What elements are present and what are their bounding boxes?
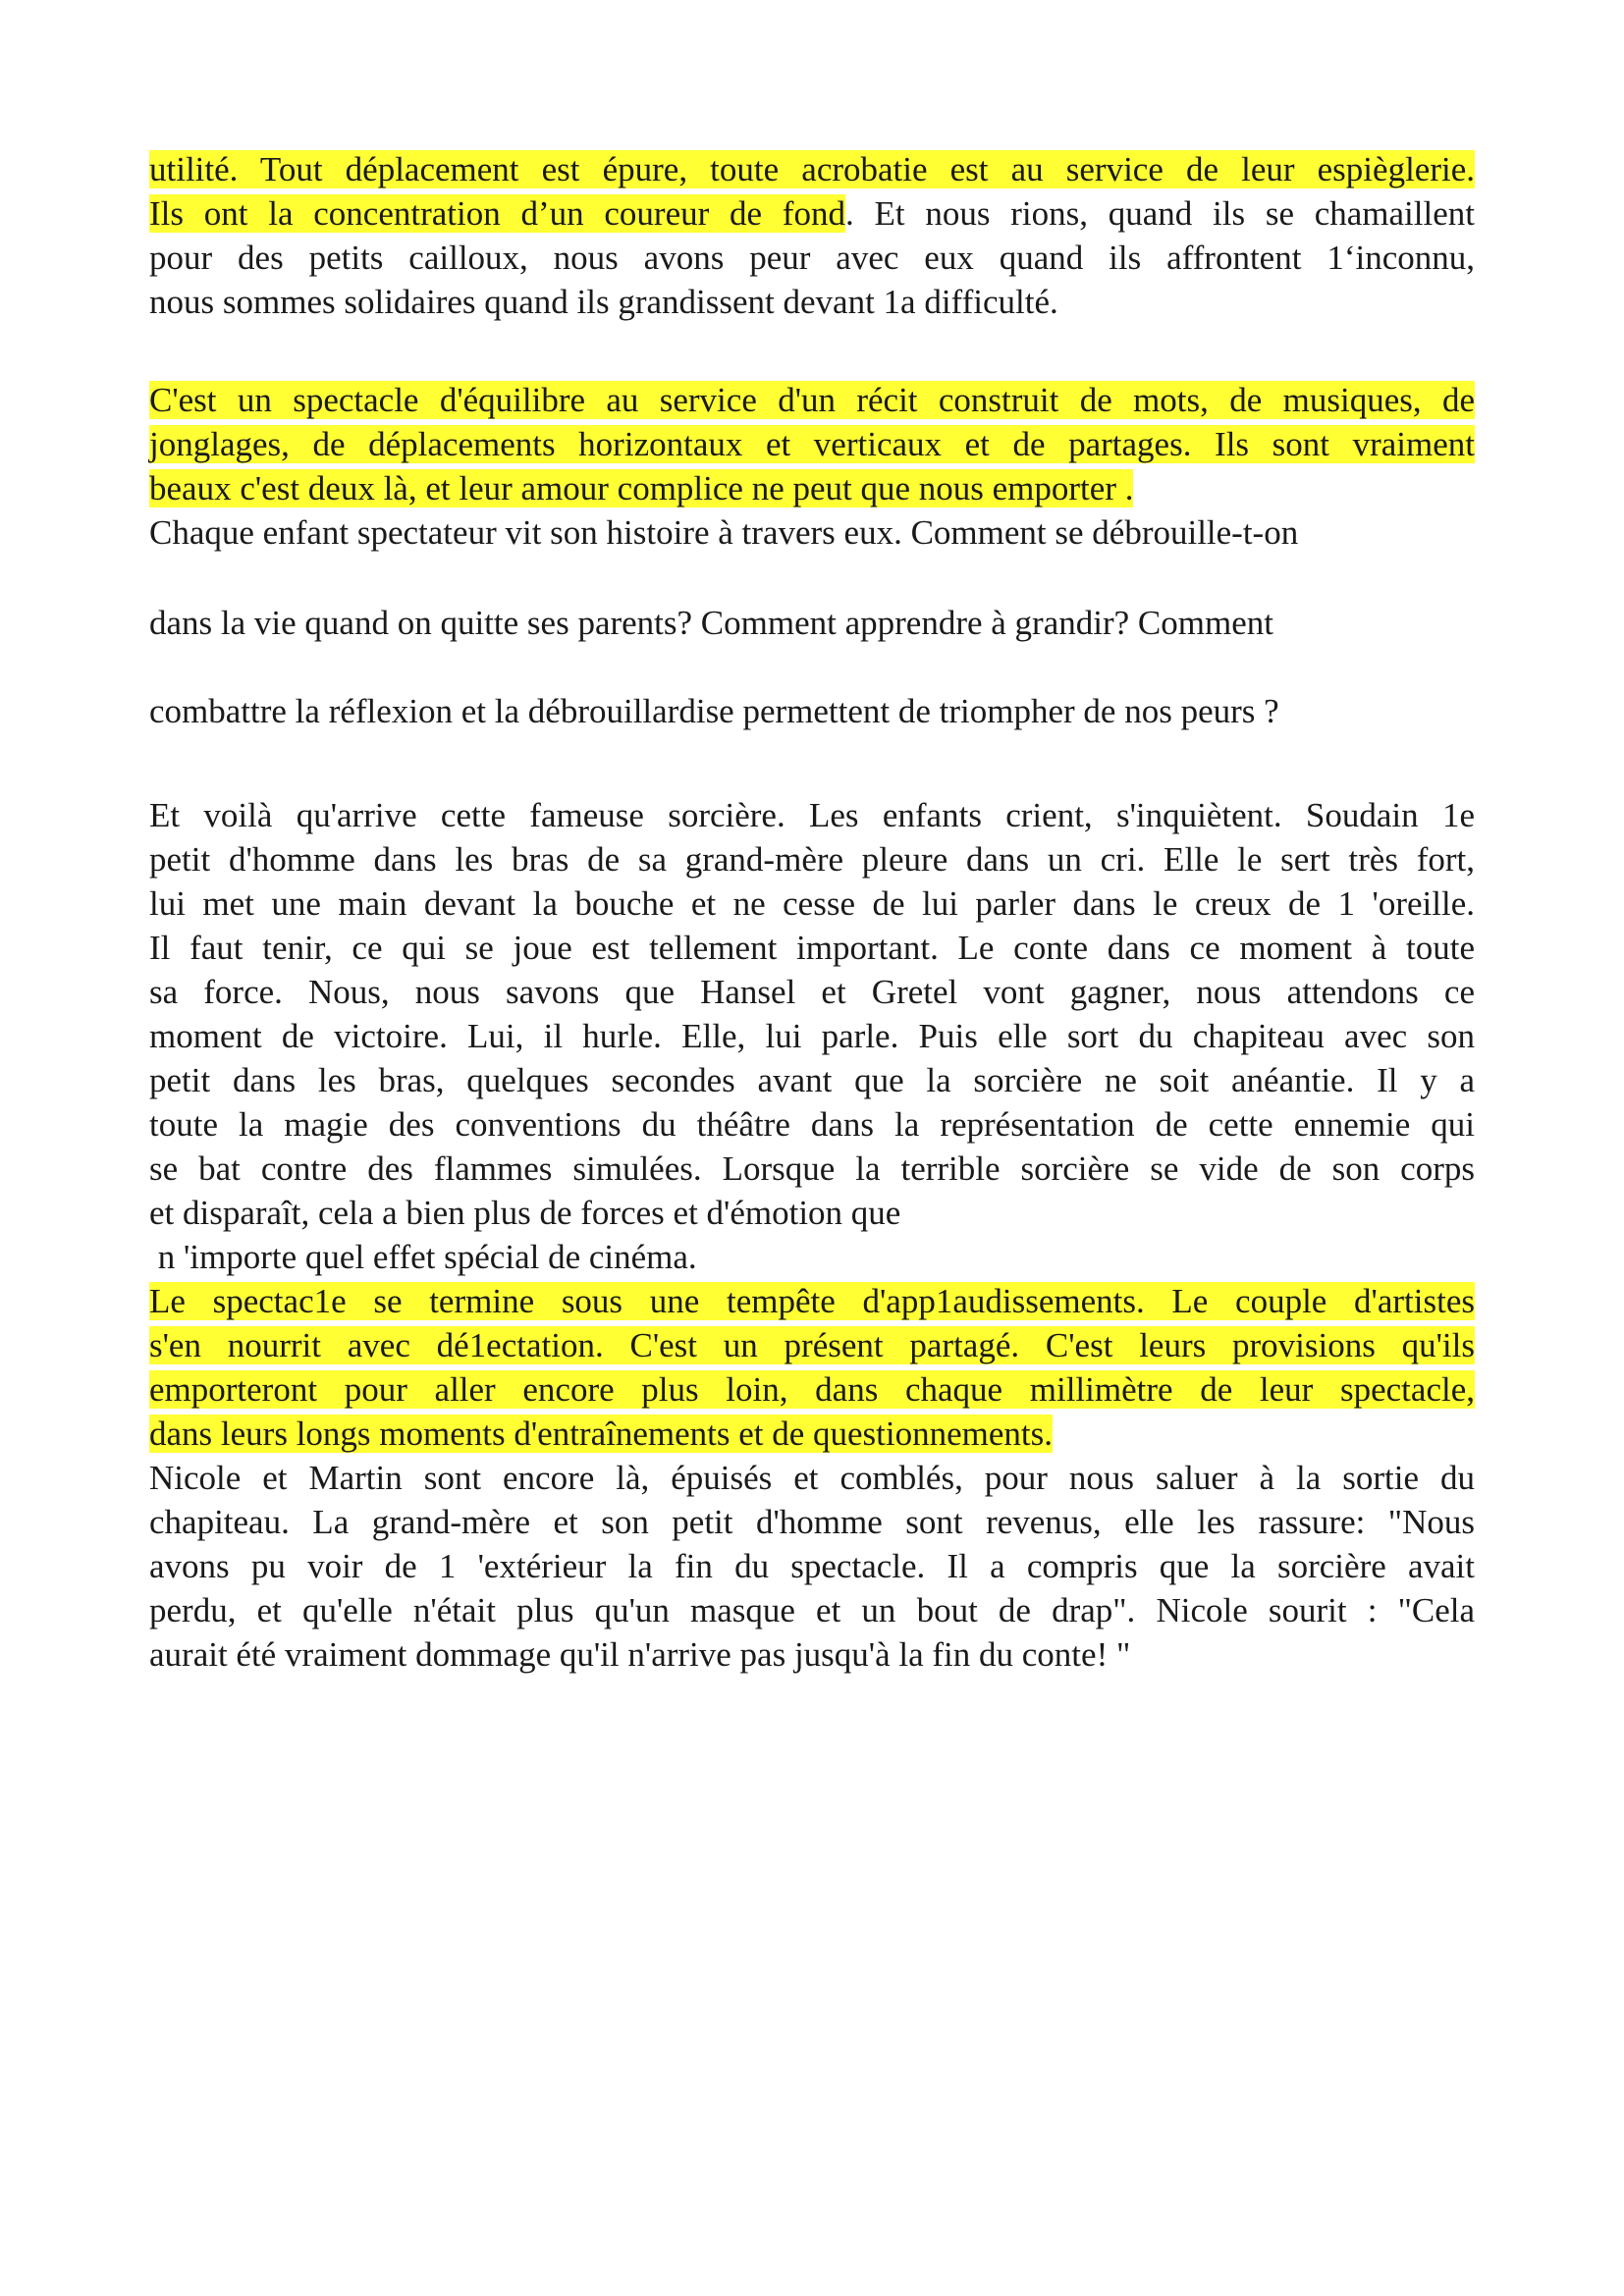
text-line (149, 1058, 1475, 1103)
text-line (149, 1014, 1475, 1059)
plain-text: nous sommes solidaires quand ils grandissent devant 1a difficulté. (149, 283, 1058, 321)
text-line (149, 1544, 1475, 1589)
plain-text: Chaque enfant spectateur vit son histoire à travers eux. Comment se débrouille-t-on (149, 513, 1299, 552)
text-line (149, 510, 1475, 556)
text-line (149, 1191, 1475, 1236)
plain-text: avons pu voir de 1 'extérieur la fin du spectacle. Il a compris que la sorcière avait (149, 1547, 1475, 1585)
plain-text: dans la vie quand on quitte ses parents? Comment apprendre à grandir? Comment (149, 604, 1273, 642)
plain-text: perdu, et qu'elle n'était plus qu'un masque et un bout de drap". Nicole sourit : "Cela (149, 1591, 1475, 1629)
plain-text: chapiteau. La grand-mère et son petit d'homme sont revenus, elle les rassure: "Nous (149, 1503, 1475, 1541)
plain-text: petit d'homme dans les bras de sa grand-mère pleure dans un cri. Elle le sert très fort, (149, 840, 1475, 879)
text-line (149, 191, 1475, 237)
text-line (149, 378, 1475, 423)
text-line (149, 422, 1475, 467)
highlighted-text: Ils ont la concentration d’un coureur de fond (149, 194, 845, 233)
highlighted-text: s'en nourrit avec dé1ectation. C'est un présent partagé. C'est leurs provisions qu'ils (149, 1326, 1475, 1364)
text-line (149, 881, 1475, 927)
text-line (149, 1323, 1475, 1368)
plain-text: n 'importe quel effet spécial de cinéma. (149, 1238, 697, 1276)
text-line (149, 1102, 1475, 1148)
highlighted-text: C'est un spectacle d'équilibre au service d'un récit construit de mots, de musiques, de (149, 381, 1475, 419)
text-line (149, 236, 1475, 281)
text-line (149, 970, 1475, 1015)
text-line (149, 1412, 1475, 1457)
plain-text: Il faut tenir, ce qui se joue est tellement important. Le conte dans ce moment à toute (149, 929, 1475, 967)
plain-text: moment de victoire. Lui, il hurle. Elle, lui parle. Puis elle sort du chapiteau avec son (149, 1017, 1475, 1055)
text-line (149, 1500, 1475, 1545)
text-line (149, 793, 1475, 838)
highlighted-text: utilité. Tout déplacement est épure, toute acrobatie est au service de leur espièglerie. (149, 150, 1475, 188)
text-line (149, 601, 1475, 646)
plain-text: . Et nous rions, quand ils se chamaillent (844, 194, 1475, 233)
text-line (149, 280, 1475, 325)
plain-text: se bat contre des flammes simulées. Lorsque la terrible sorcière se vide de son corps (149, 1149, 1475, 1188)
plain-text: aurait été vraiment dommage qu'il n'arrive pas jusqu'à la fin du conte! " (149, 1635, 1131, 1674)
text-line (149, 689, 1475, 734)
highlighted-text: emporteront pour aller encore plus loin, dans chaque millimètre de leur spectacle, (149, 1370, 1475, 1409)
text-line (149, 466, 1475, 511)
text-line (149, 1632, 1475, 1678)
text-line (149, 1367, 1475, 1413)
highlighted-text: jonglages, de déplacements horizontaux et verticaux et de partages. Ils sont vraiment (149, 425, 1475, 463)
plain-text: Nicole et Martin sont encore là, épuisés et comblés, pour nous saluer à la sortie du (149, 1459, 1475, 1497)
highlighted-text: Le spectac1e se termine sous une tempête d'app1audissements. Le couple d'artistes (149, 1282, 1475, 1320)
highlighted-text: beaux c'est deux là, et leur amour complice ne peut que nous emporter . (149, 469, 1134, 507)
plain-text: petit dans les bras, quelques secondes avant que la sorcière ne soit anéantie. Il y a (149, 1061, 1475, 1099)
plain-text: pour des petits cailloux, nous avons peur avec eux quand ils affrontent 1‘inconnu, (149, 239, 1475, 277)
plain-text: Et voilà qu'arrive cette fameuse sorcière. Les enfants crient, s'inquiètent. Soudain 1e (149, 796, 1475, 834)
plain-text: toute la magie des conventions du théâtre dans la représentation de cette ennemie qui (149, 1105, 1475, 1144)
text-line (149, 926, 1475, 971)
highlighted-text: dans leurs longs moments d'entraînements et de questionnements. (149, 1415, 1054, 1453)
text-line (149, 837, 1475, 882)
plain-text: lui met une main devant la bouche et ne cesse de lui parler dans le creux de 1 'oreille. (149, 884, 1475, 923)
text-line (149, 1147, 1475, 1192)
plain-text: et disparaît, cela a bien plus de forces et d'émotion que (149, 1194, 901, 1232)
text-line (149, 147, 1475, 192)
text-line (149, 1456, 1475, 1501)
text-line (149, 1279, 1475, 1324)
plain-text: sa force. Nous, nous savons que Hansel et Gretel vont gagner, nous attendons ce (149, 973, 1475, 1011)
text-line (149, 1235, 1475, 1280)
text-line (149, 1588, 1475, 1633)
plain-text: combattre la réflexion et la débrouillardise permettent de triompher de nos peurs ? (149, 692, 1279, 730)
